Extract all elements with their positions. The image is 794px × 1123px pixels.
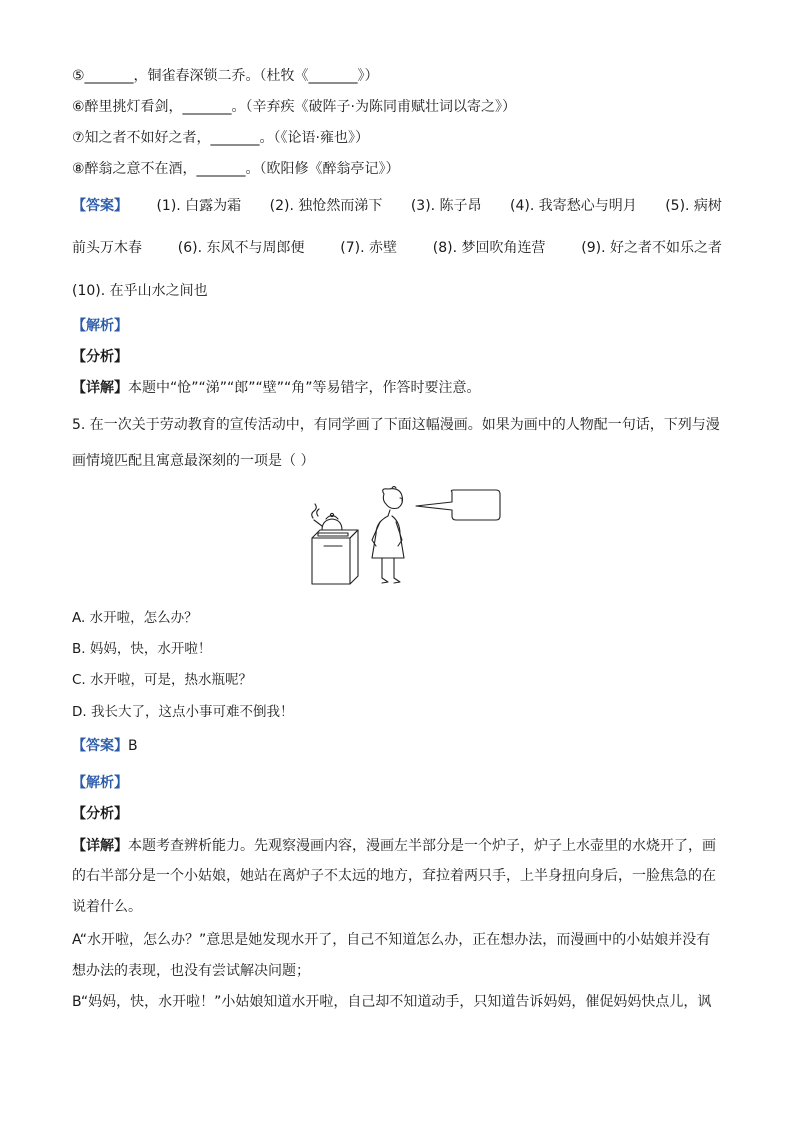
q4-xiangjie <box>72 378 481 398</box>
answer-row-2 <box>72 238 722 258</box>
stove-icon <box>312 530 358 584</box>
answer-item: (1). 白露为霜 <box>156 198 242 214</box>
q4-xiangjie-tag: 【详解】 <box>72 380 128 396</box>
q4-jiexi-heading: 【解析】 <box>72 318 128 334</box>
answer-item: (5). 病树 <box>665 198 722 214</box>
q5-xiangjie-line: 说着什么。 <box>72 899 142 915</box>
poem-line-7: ⑦知之者不如好之者，_______。（《论语·雍也》） <box>72 130 369 146</box>
answer-item: (3). 陈子昂 <box>410 198 482 214</box>
q5-fenxi-heading: 【分析】 <box>72 806 128 822</box>
q5-xiangjie-line: A“水开啦，怎么办？”意思是她发现水开了，自己不知道怎么办，正在想办法，而漫画中的小姑娘并没有 <box>72 932 711 948</box>
answer-item: (4). 我寄愁心与明月 <box>510 198 637 214</box>
q5-stem-line-2: 画情境匹配且寓意最深刻的一项是（ ） <box>72 453 315 469</box>
answer-item: (9). 好之者不如乐之者 <box>581 240 722 256</box>
answer-item: (7). 赤壁 <box>340 240 397 256</box>
poem-line-6: ⑥醉里挑灯看剑，_______。（辛弃疾《破阵子·为陈同甫赋壮词以寄之》） <box>72 99 516 115</box>
q5-xiangjie-line: B“妈妈，快，水开啦！”小姑娘知道水开啦，自己却不知道动手，只知道告诉妈妈，催促妈妈快点儿，讽 <box>72 994 712 1010</box>
q5-jiexi-heading: 【解析】 <box>72 775 128 791</box>
q5-answer-tag: 【答案】 <box>72 738 128 754</box>
q4-xiangjie-text: 本题中“怆”“涕”“郎”“壁”“角”等易错字，作答时要注意。 <box>128 380 481 396</box>
q5-option-a: A. 水开啦，怎么办？ <box>72 610 198 626</box>
answer-item: 前头万木春 <box>72 240 142 256</box>
answer-row-1 <box>72 196 722 216</box>
q4-fenxi-heading: 【分析】 <box>72 349 128 365</box>
q5-xiangjie-line: 想办法的表现，也没有尝试解决问题； <box>72 963 310 979</box>
q5-option-b: B. 妈妈，快，水开啦！ <box>72 641 212 657</box>
kettle-icon <box>312 504 342 530</box>
q5-option-d: D. 我长大了，这点小事可难不倒我！ <box>72 704 294 720</box>
answer-item: (2). 独怆然而涕下 <box>269 198 383 214</box>
q5-xiangjie-tag: 【详解】 <box>72 838 128 854</box>
answer-item: (6). 东风不与周郎便 <box>177 240 305 256</box>
q5-answer-value: B <box>128 738 138 754</box>
answer-item: (8). 梦回吹角连营 <box>432 240 546 256</box>
poem-line-8: ⑧醉翁之意不在酒，_______。（欧阳修《醉翁亭记》） <box>72 161 400 177</box>
poem-line-5: ⑤_______，铜雀春深锁二乔。（杜牧《_______》） <box>72 68 379 84</box>
girl-figure <box>372 487 404 584</box>
q5-answer <box>72 736 138 756</box>
answer-row-3: (10). 在乎山水之间也 <box>72 283 208 299</box>
q5-stem-line-1: 5. 在一次关于劳动教育的宣传活动中，有同学画了下面这幅漫画。如果为画中的人物配一句话，下列与漫 <box>72 417 720 433</box>
q5-option-c: C. 水开啦，可是，热水瓶呢？ <box>72 672 253 688</box>
q5-xiangjie-line <box>72 836 716 856</box>
answer-tag: 【答案】 <box>72 198 128 214</box>
speech-bubble <box>416 490 500 520</box>
cartoon-illustration <box>304 486 504 590</box>
q5-xiangjie-text: 本题考查辨析能力。先观察漫画内容，漫画左半部分是一个炉子，炉子上水壶里的水烧开了，画 <box>128 838 716 854</box>
q5-xiangjie-line: 的右半部分是一个小姑娘，她站在离炉子不太远的地方，耷拉着两只手，上半身扭向身后，一脸焦急的在 <box>72 868 716 884</box>
